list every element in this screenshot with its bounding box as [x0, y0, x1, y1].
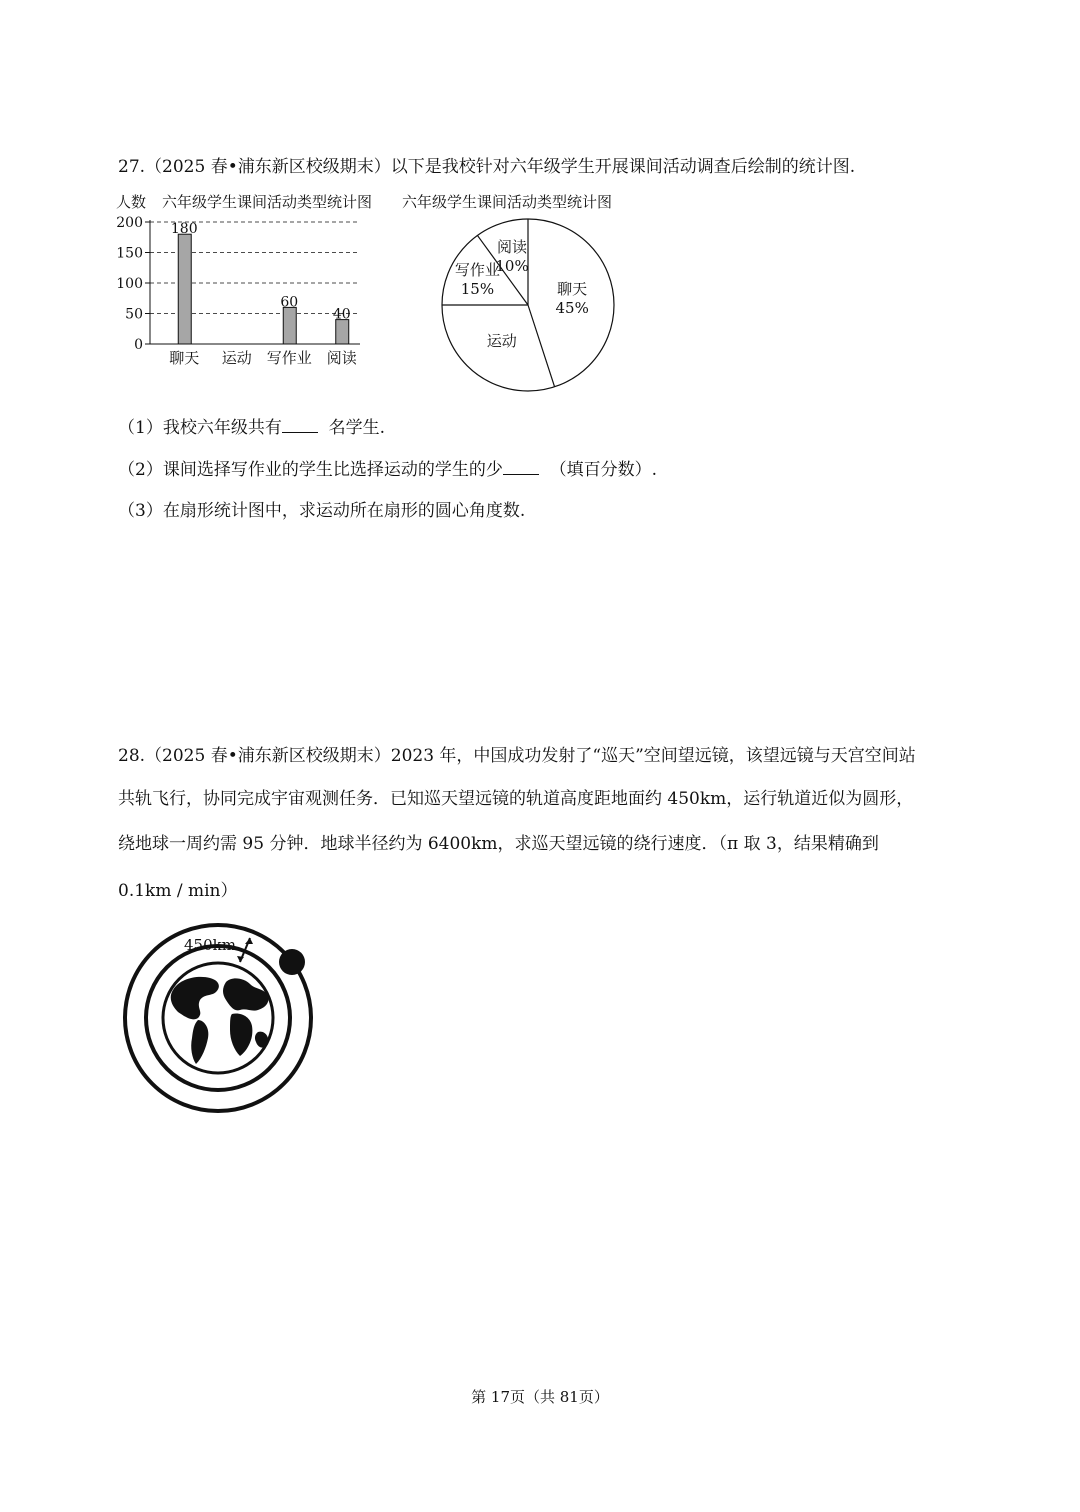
q27-sub1-suffix: 名学生. [328, 418, 386, 438]
bar-data-label: 60 [280, 294, 299, 311]
q28-line3: 绕地球一周约需 95 分钟．地球半径约为 6400km，求巡天望远镜的绕行速度．（π 取 3，结果精确到 [118, 834, 879, 854]
pie-slice-value: 45% [555, 299, 589, 318]
bar-y-tick-label: 150 [116, 245, 143, 262]
pie-title: 六年级学生课间活动类型统计图 [402, 193, 613, 211]
pie-slice-value: 10% [495, 256, 529, 275]
arrow-tail-icon [237, 956, 244, 962]
bar-y-tick-label: 0 [134, 337, 143, 353]
q28-number: 28. [118, 746, 146, 766]
q27-source: （2025 春•浦东新区校级期末） [145, 157, 391, 177]
bar-x-tick-label: 阅读 [326, 349, 357, 367]
telescope-satellite [279, 949, 305, 975]
q27-sub1 [118, 413, 385, 438]
pie-divider [528, 305, 555, 387]
pie-slice-value: 15% [460, 280, 495, 299]
page-footer: 第 17页（共 81页） [471, 1388, 609, 1406]
bar-y-tick-label: 200 [116, 215, 143, 231]
pie-slice-label: 运动 [486, 332, 517, 351]
bar-y-tick-label: 100 [116, 276, 143, 292]
q27-charts [110, 188, 670, 403]
q27-sub2-suffix: （填百分数）. [549, 460, 658, 480]
q27-sub2 [118, 455, 657, 480]
q28-line2: 共轨飞行，协同完成宇宙观测任务．已知巡天望远镜的轨道高度距地面约 450km，运行轨道近似为圆形， [118, 789, 914, 809]
bar-阅读 [336, 320, 349, 344]
q27-sub3: （3）在扇形统计图中，求运动所在扇形的圆心角度数. [118, 501, 526, 521]
earth-globe [163, 963, 273, 1073]
pie-slice-label: 写作业 [454, 261, 500, 280]
bar-data-label: 40 [332, 306, 351, 323]
altitude-label: 450km [184, 936, 236, 954]
bar-x-tick-label: 聊天 [169, 349, 200, 367]
pie-slice-label: 聊天 [557, 280, 588, 299]
bar-写作业 [283, 307, 296, 344]
q28-source: （2025 春•浦东新区校级期末） [145, 746, 391, 766]
earth-orbit-figure [118, 920, 318, 1115]
q27-header [118, 152, 855, 177]
bar-ylabel: 人数 [116, 193, 147, 211]
answer-blank-1[interactable] [282, 418, 318, 433]
q28-line4: 0.1km / min） [118, 881, 238, 901]
q27-stem: 以下是我校针对六年级学生开展课间活动调查后绘制的统计图. [390, 157, 856, 177]
bar-title: 六年级学生课间活动类型统计图 [162, 193, 373, 211]
q27-sub2-prefix: （2）课间选择写作业的学生比选择运动的学生的少 [118, 460, 503, 480]
answer-blank-2[interactable] [503, 460, 539, 475]
bar-x-tick-label: 运动 [221, 349, 252, 367]
bar-x-tick-label: 写作业 [266, 349, 312, 367]
q27-number: 27. [118, 157, 146, 177]
q28-line1-text: 2023 年，中国成功发射了“巡天”空间望远镜，该望远镜与天宫空间站 [390, 746, 916, 766]
q28-line1 [118, 741, 916, 766]
q27-sub1-prefix: （1）我校六年级共有 [118, 418, 282, 438]
bar-data-label: 180 [170, 221, 198, 238]
bar-y-tick-label: 50 [125, 306, 143, 323]
pie-slice-label: 阅读 [497, 237, 528, 256]
bar-聊天 [178, 234, 191, 344]
